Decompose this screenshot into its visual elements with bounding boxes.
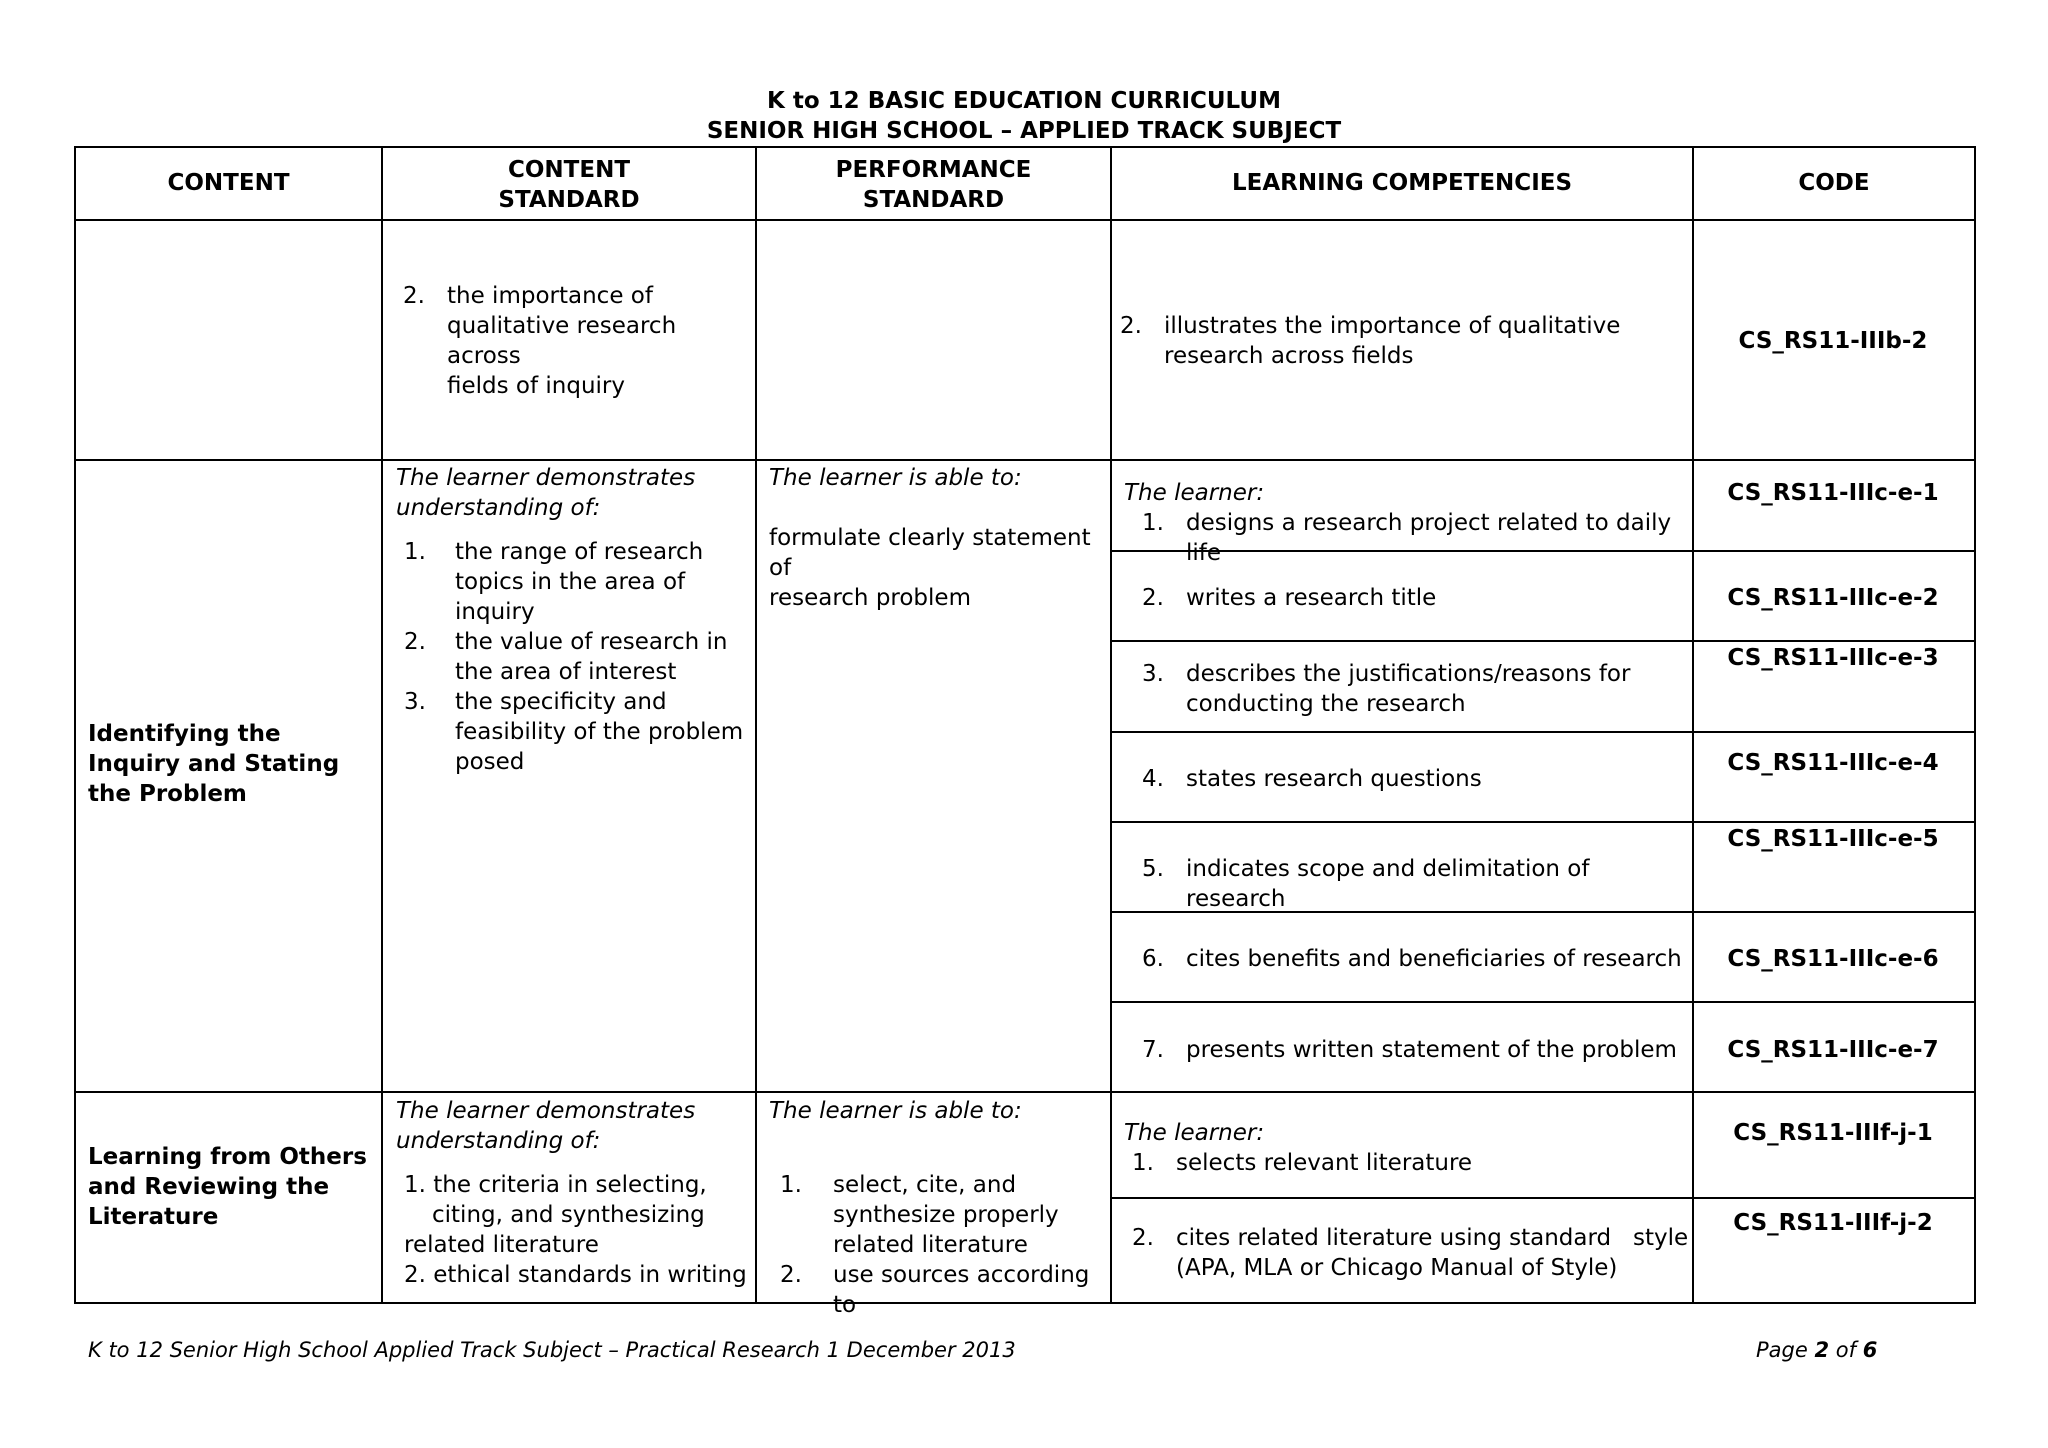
text-line: the specificity and	[455, 689, 667, 715]
list-number: 2.	[780, 1262, 802, 1288]
text-line: Learning from Others	[88, 1144, 367, 1170]
text-line: Identifying the	[88, 721, 281, 747]
text-line: illustrates the importance of qualitative	[1164, 313, 1621, 339]
header-content: CONTENT	[167, 170, 290, 196]
row-divider	[74, 459, 1976, 461]
column-divider	[755, 146, 757, 1304]
text-line: cites benefits and beneficiaries of research	[1186, 946, 1682, 972]
text-line: fields of inquiry	[447, 373, 626, 399]
text-line: indicates scope and delimitation of research	[1186, 856, 1590, 912]
text-line: formulate clearly statement of	[769, 525, 1091, 581]
performance-standard	[769, 1096, 1109, 1320]
text-line: cites related literature using standard style	[1176, 1225, 1689, 1251]
competency-code: CS_RS11-IIIc-e-4	[1727, 750, 1939, 776]
competency-item	[1142, 1035, 1682, 1065]
competency-code: CS_RS11-IIIf-j-1	[1733, 1120, 1933, 1146]
list-item	[404, 537, 751, 627]
competency-code: CS_RS11-IIIc-e-2	[1727, 585, 1939, 611]
header-divider	[74, 219, 1976, 221]
text-line: research across fields	[1164, 343, 1414, 369]
column-divider	[1110, 146, 1112, 1304]
page-separator: of	[1829, 1338, 1863, 1362]
list-number: 1.	[1142, 510, 1164, 536]
competency-code: CS_RS11-IIIc-e-6	[1727, 946, 1939, 972]
text-line: selects relevant literature	[1176, 1150, 1473, 1176]
text-line: feasibility of the problem	[455, 719, 744, 745]
list-number: 1.	[404, 1172, 426, 1198]
competency-item	[1142, 508, 1682, 568]
text-line: research problem	[769, 585, 971, 611]
list-number: 2.	[404, 1262, 426, 1288]
text-line: posed	[455, 749, 525, 775]
header-line: STANDARD	[498, 187, 640, 213]
competency-divider	[1110, 1001, 1976, 1003]
text-line: the criteria in selecting,	[433, 1172, 707, 1198]
text-line: The learner is able to:	[769, 1098, 1022, 1124]
text-line: ethical standards in writing	[433, 1262, 747, 1288]
column-divider	[381, 146, 383, 1304]
header-line: PERFORMANCE	[835, 157, 1032, 183]
list-number: 7.	[1142, 1037, 1164, 1063]
header-content-standard	[383, 155, 755, 215]
text-line: states research questions	[1186, 766, 1482, 792]
competency-code: CS_RS11-IIIf-j-2	[1733, 1210, 1933, 1236]
text-line: the range of research	[455, 539, 704, 565]
text-line: (APA, MLA or Chicago Manual of Style)	[1176, 1255, 1618, 1281]
list-number: 2.	[1120, 313, 1142, 339]
text-line: select, cite, and	[833, 1172, 1017, 1198]
competency-divider	[1110, 640, 1976, 642]
footer-page-number	[1756, 1338, 1877, 1362]
competency-divider	[1110, 731, 1976, 733]
list-number: 1.	[780, 1172, 802, 1198]
content-topic	[88, 719, 378, 809]
table-border-left	[74, 146, 76, 1304]
document-title: K to 12 BASIC EDUCATION CURRICULUM	[767, 88, 1281, 114]
competency-divider	[1110, 1197, 1976, 1199]
competency-item	[1142, 854, 1682, 914]
text-line: Inquiry and Stating	[88, 751, 340, 777]
text-line: The learner demonstrates	[396, 1098, 696, 1124]
text-line: synthesize properly	[833, 1202, 1059, 1228]
text-line: describes the justifications/reasons for	[1186, 661, 1631, 687]
content-standard	[396, 463, 751, 777]
competency-code: CS_RS11-IIIc-e-5	[1727, 826, 1939, 852]
text-line: and Reviewing the	[88, 1174, 330, 1200]
text-line: the value of research in	[455, 629, 728, 655]
list-number: 2.	[404, 629, 426, 655]
list-number: 5.	[1142, 856, 1164, 882]
page-total: 6	[1862, 1338, 1878, 1362]
header-line: CONTENT	[507, 157, 631, 183]
text-line: inquiry	[455, 599, 535, 625]
competency-intro: The learner:	[1124, 1120, 1265, 1146]
footer-document-info: K to 12 Senior High School Applied Track Subject – Practical Research 1 December 2013	[88, 1338, 1016, 1362]
list-item	[404, 687, 751, 777]
text-line: the importance of	[447, 283, 653, 309]
page-label: Page	[1756, 1338, 1815, 1362]
table-border-top	[74, 146, 1976, 148]
competency-code: CS_RS11-IIIc-e-3	[1727, 645, 1939, 671]
list-item	[404, 627, 751, 687]
list-number: 1.	[404, 539, 426, 565]
text-line: The learner demonstrates	[396, 465, 696, 491]
row-divider	[74, 1091, 1976, 1093]
competency-item	[1142, 583, 1682, 613]
list-number: 2.	[1132, 1225, 1154, 1251]
document-subtitle: SENIOR HIGH SCHOOL – APPLIED TRACK SUBJECT	[706, 118, 1342, 144]
competency-item	[1142, 764, 1682, 794]
content-topic	[88, 1142, 378, 1232]
competency-item	[1132, 1148, 1682, 1178]
list-number: 6.	[1142, 946, 1164, 972]
list-item	[780, 1260, 1109, 1320]
text-line: related literature	[833, 1232, 1028, 1258]
competency-intro: The learner:	[1124, 480, 1265, 506]
competency-item	[1142, 659, 1682, 719]
text-line: Literature	[88, 1204, 219, 1230]
text-line: qualitative research across	[447, 313, 677, 369]
page-current: 2	[1814, 1338, 1830, 1362]
text-line: conducting the research	[1186, 691, 1466, 717]
list-number: 3.	[404, 689, 426, 715]
text-line: writes a research title	[1186, 585, 1437, 611]
competency-item	[1142, 944, 1682, 974]
text-line: the Problem	[88, 781, 247, 807]
text-line: understanding of:	[396, 495, 601, 521]
performance-standard	[769, 463, 1109, 613]
competency-divider	[1110, 821, 1976, 823]
competency-item	[1120, 311, 1680, 371]
list-number: 2.	[403, 283, 425, 309]
text-line: understanding of:	[396, 1128, 601, 1154]
competency-item	[1132, 1223, 1687, 1283]
competency-code: CS_RS11-IIIc-e-7	[1727, 1037, 1939, 1063]
header-performance-standard	[757, 155, 1110, 215]
text-line: citing, and synthesizing	[432, 1202, 705, 1228]
list-item	[780, 1170, 1109, 1260]
content-standard-item	[403, 281, 743, 401]
text-line: designs a research project related to daily life	[1186, 510, 1672, 566]
text-line: The learner is able to:	[769, 465, 1022, 491]
list-number: 2.	[1142, 585, 1164, 611]
list-number: 4.	[1142, 766, 1164, 792]
text-line: presents written statement of the problem	[1186, 1037, 1677, 1063]
header-learning-competencies: LEARNING COMPETENCIES	[1231, 170, 1573, 196]
header-line: STANDARD	[862, 187, 1005, 213]
list-number: 3.	[1142, 661, 1164, 687]
competency-code: CS_RS11-IIIb-2	[1738, 328, 1928, 354]
text-line: topics in the area of	[455, 569, 686, 595]
text-line: the area of interest	[455, 659, 677, 685]
content-standard	[396, 1096, 751, 1290]
competency-code: CS_RS11-IIIc-e-1	[1727, 480, 1939, 506]
header-code: CODE	[1798, 170, 1870, 196]
list-number: 1.	[1132, 1150, 1154, 1176]
text-line: use sources according to	[833, 1262, 1090, 1318]
text-line: related literature	[404, 1232, 599, 1258]
